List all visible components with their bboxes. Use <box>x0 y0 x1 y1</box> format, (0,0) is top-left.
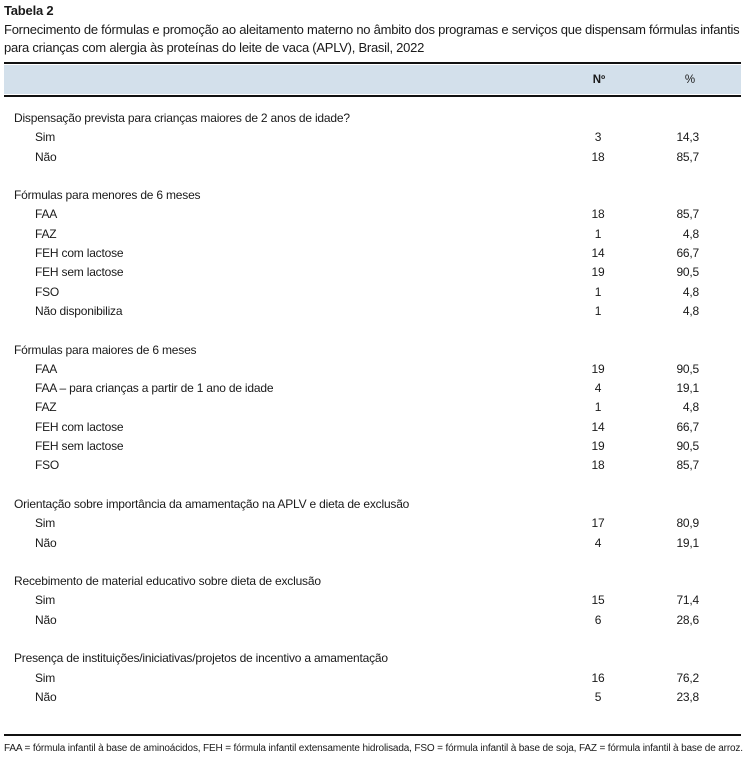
column-header-percent: % <box>684 74 696 86</box>
row-percent: 23,8 <box>676 689 699 704</box>
row-label: FSO <box>35 458 60 473</box>
table-row <box>0 400 745 419</box>
row-label: Não <box>35 535 57 550</box>
table-row <box>0 304 745 323</box>
table-row <box>0 671 745 690</box>
top-rule <box>4 62 741 64</box>
spacer-row <box>0 555 745 574</box>
row-percent: 85,7 <box>676 458 699 473</box>
row-count: 19 <box>591 265 605 280</box>
row-count: 18 <box>591 207 605 222</box>
row-count: 15 <box>591 593 605 608</box>
row-count: 3 <box>594 130 602 145</box>
row-count: 1 <box>594 303 602 318</box>
row-label: Não disponibiliza <box>35 303 123 318</box>
group-label: Orientação sobre importância da amamentação na APLV e dieta de exclusão <box>14 496 410 511</box>
row-percent: 90,5 <box>676 361 699 376</box>
group-row <box>0 188 745 207</box>
group-label: Recebimento de material educativo sobre dieta de exclusão <box>14 574 321 589</box>
row-percent: 4,8 <box>682 303 699 318</box>
row-count: 19 <box>591 361 605 376</box>
row-percent: 4,8 <box>682 284 699 299</box>
row-label: FAA – para crianças a partir de 1 ano de idade <box>35 381 274 396</box>
row-label: Não <box>35 689 57 704</box>
row-percent: 85,7 <box>676 207 699 222</box>
row-label: Não <box>35 612 57 627</box>
row-count: 4 <box>594 381 602 396</box>
row-label: FEH com lactose <box>35 419 124 434</box>
header-bottom-rule <box>4 95 741 97</box>
row-percent: 14,3 <box>676 130 699 145</box>
table-row <box>0 458 745 477</box>
row-percent: 4,8 <box>682 400 699 415</box>
row-percent: 90,5 <box>676 265 699 280</box>
spacer-row <box>0 478 745 497</box>
row-percent: 66,7 <box>676 246 699 261</box>
table-row <box>0 227 745 246</box>
group-row <box>0 497 745 516</box>
row-label: FEH com lactose <box>35 246 124 261</box>
table-caption: Fornecimento de fórmulas e promoção ao aleitamento materno no âmbito dos programas e serviços que dispensam fórmulas infantis para crianças com alergia às proteínas do leite de vaca (APLV), Brasil, 2022 <box>4 22 740 55</box>
row-label: Sim <box>35 130 56 145</box>
table-row <box>0 362 745 381</box>
spacer-row <box>0 323 745 342</box>
row-percent: 4,8 <box>682 226 699 241</box>
row-percent: 19,1 <box>676 535 699 550</box>
table-label: Tabela 2 <box>4 3 54 18</box>
row-label: Sim <box>35 516 56 531</box>
row-percent: 71,4 <box>676 593 699 608</box>
table-row <box>0 439 745 458</box>
row-label: FAA <box>35 207 58 222</box>
row-label: FSO <box>35 284 60 299</box>
row-count: 5 <box>594 689 602 704</box>
header-band <box>4 65 741 94</box>
row-label: Sim <box>35 670 56 685</box>
row-percent: 19,1 <box>676 381 699 396</box>
table-row <box>0 381 745 400</box>
spacer-row <box>0 169 745 188</box>
table-row <box>0 285 745 304</box>
row-percent: 76,2 <box>676 670 699 685</box>
table-row <box>0 420 745 439</box>
row-percent: 80,9 <box>676 516 699 531</box>
row-label: FEH sem lactose <box>35 265 124 280</box>
table-row <box>0 516 745 535</box>
table-row <box>0 207 745 226</box>
group-label: Fórmulas para maiores de 6 meses <box>14 342 197 357</box>
bottom-rule <box>4 734 741 736</box>
group-label: Dispensação prevista para crianças maiores de 2 anos de idade? <box>14 111 350 125</box>
row-percent: 28,6 <box>676 612 699 627</box>
row-percent: 85,7 <box>676 149 699 164</box>
row-label: FEH sem lactose <box>35 439 124 454</box>
row-count: 1 <box>594 226 602 241</box>
table-row <box>0 613 745 632</box>
table-row <box>0 690 745 709</box>
row-count: 14 <box>591 246 605 261</box>
row-count: 16 <box>591 670 605 685</box>
group-row <box>0 343 745 362</box>
row-label: FAZ <box>35 400 57 415</box>
row-label: FAA <box>35 361 58 376</box>
row-label: Sim <box>35 593 56 608</box>
row-count: 1 <box>594 400 602 415</box>
table-row <box>0 265 745 284</box>
table-row <box>0 130 745 149</box>
column-header-count: Nº <box>592 74 606 86</box>
spacer-row <box>0 632 745 651</box>
row-count: 4 <box>594 535 602 550</box>
row-count: 18 <box>591 149 605 164</box>
table-row <box>0 536 745 555</box>
table-row <box>0 593 745 612</box>
group-label: Presença de instituições/iniciativas/projetos de incentivo a amamentação <box>14 651 388 666</box>
row-percent: 90,5 <box>676 439 699 454</box>
row-count: 1 <box>594 284 602 299</box>
group-row <box>0 651 745 670</box>
table-footnote: FAA = fórmula infantil à base de aminoácidos, FEH = fórmula infantil extensamente hidrolisada, FSO = fórmula infantil à base de soja, FAZ = fórmula infantil à base de arroz. <box>4 743 743 754</box>
table-body <box>0 111 745 709</box>
row-count: 14 <box>591 419 605 434</box>
group-row <box>0 111 745 130</box>
row-count: 17 <box>591 516 605 531</box>
group-label: Fórmulas para menores de 6 meses <box>14 188 201 203</box>
group-row <box>0 574 745 593</box>
row-count: 6 <box>594 612 602 627</box>
table-row <box>0 150 745 169</box>
row-percent: 66,7 <box>676 419 699 434</box>
row-label: FAZ <box>35 226 57 241</box>
table-row <box>0 246 745 265</box>
row-count: 19 <box>591 439 605 454</box>
row-count: 18 <box>591 458 605 473</box>
row-label: Não <box>35 149 57 164</box>
